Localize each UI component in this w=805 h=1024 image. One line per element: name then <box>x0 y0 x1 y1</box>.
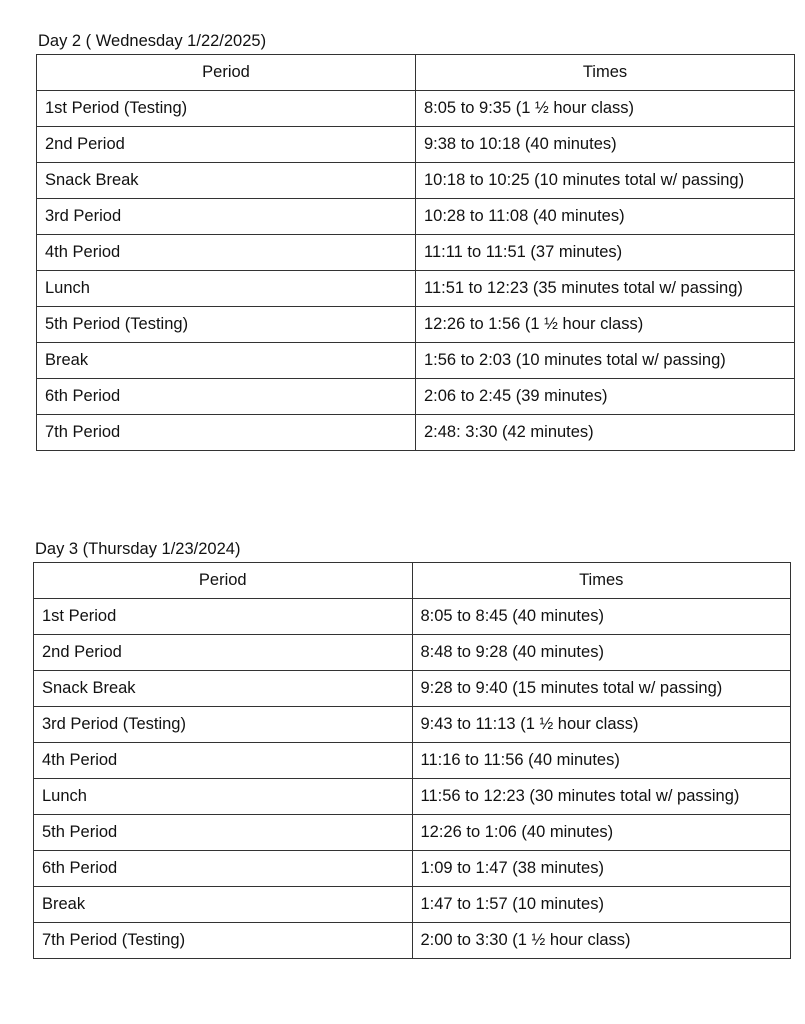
period-cell: 2nd Period <box>34 635 413 671</box>
times-column-header: Times <box>416 55 795 91</box>
period-cell: Lunch <box>37 271 416 307</box>
times-cell: 2:06 to 2:45 (39 minutes) <box>416 379 795 415</box>
table-row <box>34 923 791 959</box>
period-cell: 3rd Period (Testing) <box>34 707 413 743</box>
times-cell: 12:26 to 1:06 (40 minutes) <box>412 815 791 851</box>
period-cell: 6th Period <box>37 379 416 415</box>
day-3-title: Day 3 (Thursday 1/23/2024) <box>35 540 241 558</box>
period-column-header: Period <box>34 563 413 599</box>
times-cell: 8:05 to 9:35 (1 ½ hour class) <box>416 91 795 127</box>
table-row <box>37 343 795 379</box>
table-row <box>37 163 795 199</box>
table-row <box>34 743 791 779</box>
times-cell: 8:48 to 9:28 (40 minutes) <box>412 635 791 671</box>
period-cell: 4th Period <box>37 235 416 271</box>
table-row <box>37 199 795 235</box>
table-row <box>37 91 795 127</box>
table-row <box>37 379 795 415</box>
times-cell: 9:28 to 9:40 (15 minutes total w/ passing) <box>412 671 791 707</box>
times-cell: 11:16 to 11:56 (40 minutes) <box>412 743 791 779</box>
times-cell: 2:48: 3:30 (42 minutes) <box>416 415 795 451</box>
table-row <box>34 635 791 671</box>
period-column-header: Period <box>37 55 416 91</box>
times-cell: 1:56 to 2:03 (10 minutes total w/ passing) <box>416 343 795 379</box>
times-cell: 9:38 to 10:18 (40 minutes) <box>416 127 795 163</box>
day-2-schedule <box>36 30 795 451</box>
table-row <box>37 271 795 307</box>
period-cell: 5th Period <box>34 815 413 851</box>
table-row <box>34 851 791 887</box>
period-cell: 7th Period (Testing) <box>34 923 413 959</box>
period-cell: 4th Period <box>34 743 413 779</box>
table-row <box>34 707 791 743</box>
table-row <box>37 235 795 271</box>
period-cell: 6th Period <box>34 851 413 887</box>
day-3-table <box>33 562 791 959</box>
period-cell: Snack Break <box>34 671 413 707</box>
day-3-table-body <box>34 599 791 959</box>
table-row <box>37 415 795 451</box>
day-2-table <box>36 54 795 451</box>
table-row <box>34 887 791 923</box>
period-cell: 5th Period (Testing) <box>37 307 416 343</box>
table-header-row <box>37 55 795 91</box>
times-cell: 10:18 to 10:25 (10 minutes total w/ passing) <box>416 163 795 199</box>
period-cell: Snack Break <box>37 163 416 199</box>
period-cell: Lunch <box>34 779 413 815</box>
table-header-row <box>34 563 791 599</box>
table-row <box>34 599 791 635</box>
times-cell: 8:05 to 8:45 (40 minutes) <box>412 599 791 635</box>
times-cell: 1:47 to 1:57 (10 minutes) <box>412 887 791 923</box>
table-row <box>34 671 791 707</box>
period-cell: 3rd Period <box>37 199 416 235</box>
times-cell: 2:00 to 3:30 (1 ½ hour class) <box>412 923 791 959</box>
day-2-title: Day 2 ( Wednesday 1/22/2025) <box>38 32 267 50</box>
times-cell: 11:11 to 11:51 (37 minutes) <box>416 235 795 271</box>
times-cell: 1:09 to 1:47 (38 minutes) <box>412 851 791 887</box>
period-cell: Break <box>34 887 413 923</box>
period-cell: Break <box>37 343 416 379</box>
table-row <box>37 127 795 163</box>
period-cell: 1st Period (Testing) <box>37 91 416 127</box>
period-cell: 7th Period <box>37 415 416 451</box>
table-row <box>37 307 795 343</box>
times-cell: 12:26 to 1:56 (1 ½ hour class) <box>416 307 795 343</box>
times-cell: 11:51 to 12:23 (35 minutes total w/ passing) <box>416 271 795 307</box>
period-cell: 1st Period <box>34 599 413 635</box>
day-3-schedule <box>33 538 791 959</box>
times-cell: 11:56 to 12:23 (30 minutes total w/ passing) <box>412 779 791 815</box>
times-cell: 10:28 to 11:08 (40 minutes) <box>416 199 795 235</box>
period-cell: 2nd Period <box>37 127 416 163</box>
table-row <box>34 779 791 815</box>
times-column-header: Times <box>412 563 791 599</box>
table-row <box>34 815 791 851</box>
day-2-table-body <box>37 91 795 451</box>
times-cell: 9:43 to 11:13 (1 ½ hour class) <box>412 707 791 743</box>
